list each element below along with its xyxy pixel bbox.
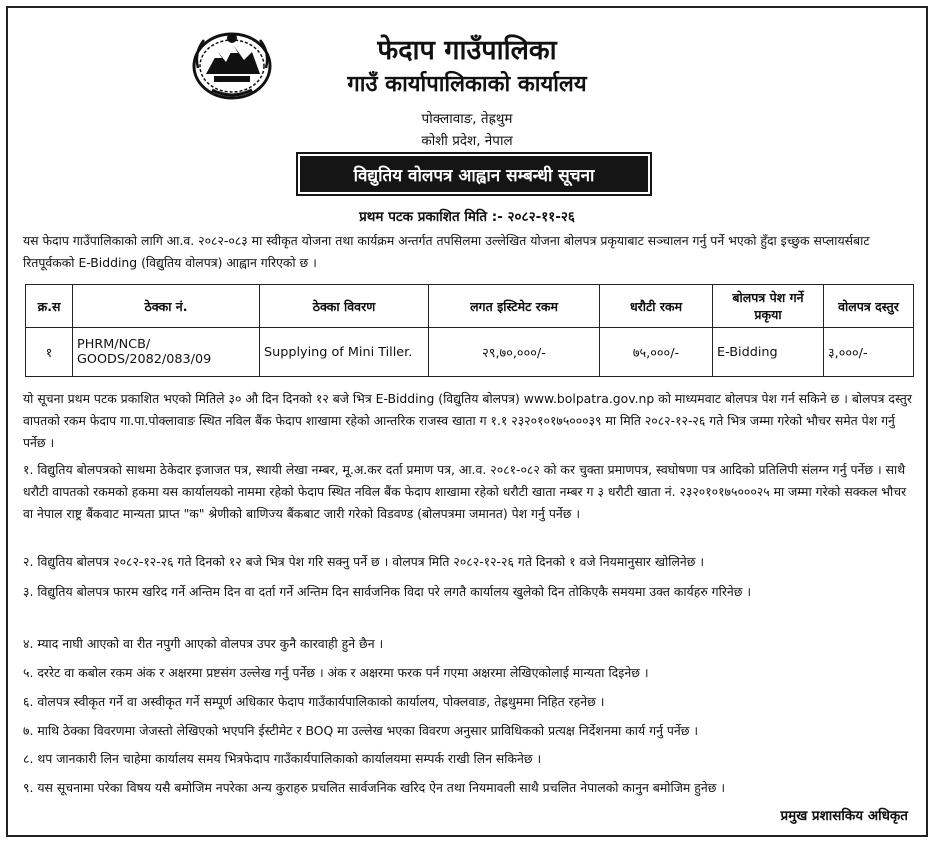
- condition-item-2: २. विद्युतिय बोलपत्र २०८२-१२-२६ गते दिनको १२ बजे भित्र पेश गरि सक्नु पर्ने छ । वोलपत्र मिति २०८२-१२-२६ गते दिनको १ वजे नियमानुसार खोलिनेछ ।: [23, 554, 705, 569]
- municipality-title: फेदाप गाउँपालिका: [377, 35, 557, 66]
- cell-serial: १: [26, 328, 73, 377]
- cell-cost-estimate: २९,७०,०००/-: [429, 328, 600, 377]
- condition-item-9: ९. यस सूचनामा परेका विषय यसै बमोजिम नपरेका अन्य कुराहरु प्रचलित सार्वजनिक खरिद ऐन तथा नियमावली साथै प्रचलित नेपालको कानुन बमोजिम हुनेछ ।: [23, 780, 726, 795]
- header-serial: क्र.स: [26, 285, 73, 328]
- cell-contract-description: Supplying of Mini Tiller.: [260, 328, 429, 377]
- address-line-1: पोक्लावाङ, तेह्रथुम: [421, 111, 513, 127]
- cell-bid-security: ७५,०००/-: [600, 328, 713, 377]
- condition-item-1: १. विद्युतिय बोलपत्रको साथमा ठेकेदार इजाजत पत्र, स्थायी लेखा नम्बर, मू.अ.कर दर्ता प्रमाण पत्र, आ.व. २०८१-०८२ को कर चुक्ता प्रमाणपत्र, स्वघोषणा पत्र आदिको प्रतिलिपी संलग्न गर्नु पर्नेछ । साथै धरौटी वापतको रकमको हकमा यस कार्यालयको नाममा रहेको फेदाप स्थित नविल बैंक फेदाप शाखामा रहेको धरौटी खाता नम्बर ग ३ धरौटी खाता नं. २३२०१०१७५०००२५ मा जम्मा गरेको सक्कल भौचर वा नेपाल राष्ट्र बैंकवाट मान्यता प्राप्त "क" श्रेणीको बाणिज्य बैंकबाट जारी गरेको विडवण्ड (बोलपत्रमा जमानत) पेश गर्नु पर्नेछ ।: [23, 462, 907, 521]
- published-date: प्रथम पटक प्रकाशित मिति :- २०८२-११-२६: [359, 209, 575, 225]
- table-row: [26, 328, 914, 377]
- header-bid-fee: वोलपत्र दस्तुर: [824, 285, 914, 328]
- condition-item-7: ७. माथि ठेक्का विवरणमा जेजस्तो लेखिएको भएपनि ईस्टीमेट र BOQ मा उल्लेख भएका विवरण अनुसार प्राविधिकको प्रत्यक्ष निर्देशनमा कार्य गर्नु पर्नेछ ।: [23, 723, 699, 738]
- header-bid-security: धरौटी रकम: [600, 285, 713, 328]
- header-contract-no: ठेक्का नं.: [73, 285, 260, 328]
- address-line-2: कोशी प्रदेश, नेपाल: [421, 133, 513, 149]
- header-submission-method: बोलपत्र पेश गर्ने प्रकृया: [713, 285, 824, 328]
- notice-document: [6, 6, 928, 837]
- condition-item-3: ३. विद्युतिय बोलपत्र फारम खरिद गर्ने अन्तिम दिन वा दर्ता गर्ने अन्तिम दिन सार्वजनिक विदा परे लगतै कार्यालय खुलेको दिन तोकिएकै समयमा उक्त कार्यहरु गरिनेछ ।: [23, 584, 752, 599]
- condition-item-6: ६. वोलपत्र स्वीकृत गर्ने वा अस्वीकृत गर्ने सम्पूर्ण अधिकार फेदाप गाउँकार्यपालिकाको कार्यालय, पोक्लवाङ, तेह्रथुममा निहित रहनेछ ।: [23, 694, 605, 709]
- office-title: गाउँ कार्यापालिकाको कार्यालय: [347, 72, 587, 97]
- intro-paragraph: यस फेदाप गाउँपालिकाको लागि आ.व. २०८२-०८३ मा स्वीकृत योजना तथा कार्यक्रम अन्तर्गत तपसिलमा उल्लेखित योजना बोलपत्र प्रकृयाबाट सञ्चालन गर्नु पर्ने भएको हुँदा इच्छुक सप्लायर्सबाट रितपूर्वकको E-Bidding (विद्युतिय वोलपत्र) आह्वान गरिएको छ ।: [23, 233, 870, 270]
- condition-item-4: ४. म्याद नाघी आएको वा रीत नपुगी आएको वोलपत्र उपर कुनै कारवाही हुने छैन ।: [23, 636, 384, 651]
- header-contract-description: ठेक्का विवरण: [260, 285, 429, 328]
- cell-contract-no: PHRM/NCB/ GOODS/2082/083/09: [73, 328, 260, 377]
- condition-item-5: ५. दररेट वा कबोल रकम अंक र अक्षरमा प्रष्टसंग उल्लेख गर्नु पर्नेछ । अंक र अक्षरमा फरक पर्न गएमा अक्षरमा लेखिएकोलाई मान्यता दिइनेछ ।: [23, 665, 649, 680]
- submission-paragraph: यो सूचना प्रथम पटक प्रकाशित भएको मितिले ३० औ दिन दिनको १२ बजे भित्र E-Bidding (विद्युतिय बोलपत्र) www.bolpatra.gov.np को माध्यमवाट बोलपत्र पेश गर्न सकिने छ । बोलपत्र दस्तुर वापतको रकम फेदाप गा.पा.पोक्लावाङ स्थित नविल बैंक फेदाप शाखामा रहेको आन्तरिक राजस्व खाता ग १.१ २३२०१०१७५०००३९ मा मिति २०८२-१२-२६ गते भित्र जम्मा गरेको भौचर समेत पेश गर्नु पर्नेछ ।: [23, 391, 912, 450]
- signature-title: प्रमुख प्रशासकिय अधिकृत: [780, 808, 908, 824]
- table-header-row: [26, 285, 914, 328]
- tender-table: [25, 284, 914, 377]
- header-cost-estimate: लगत इस्टिमेट रकम: [429, 285, 600, 328]
- notice-title-banner: विद्युतिय वोलपत्र आह्वान सम्बन्धी सूचना: [300, 156, 648, 192]
- condition-item-8: ८. थप जानकारी लिन चाहेमा कार्यालय समय भित्रफेदाप गाउँकार्यपालिकाको कार्यालयमा सम्पर्क राखी लिन सकिनेछ ।: [23, 751, 542, 766]
- cell-submission-method: E-Bidding: [713, 328, 824, 377]
- cell-bid-fee: ३,०००/-: [824, 328, 914, 377]
